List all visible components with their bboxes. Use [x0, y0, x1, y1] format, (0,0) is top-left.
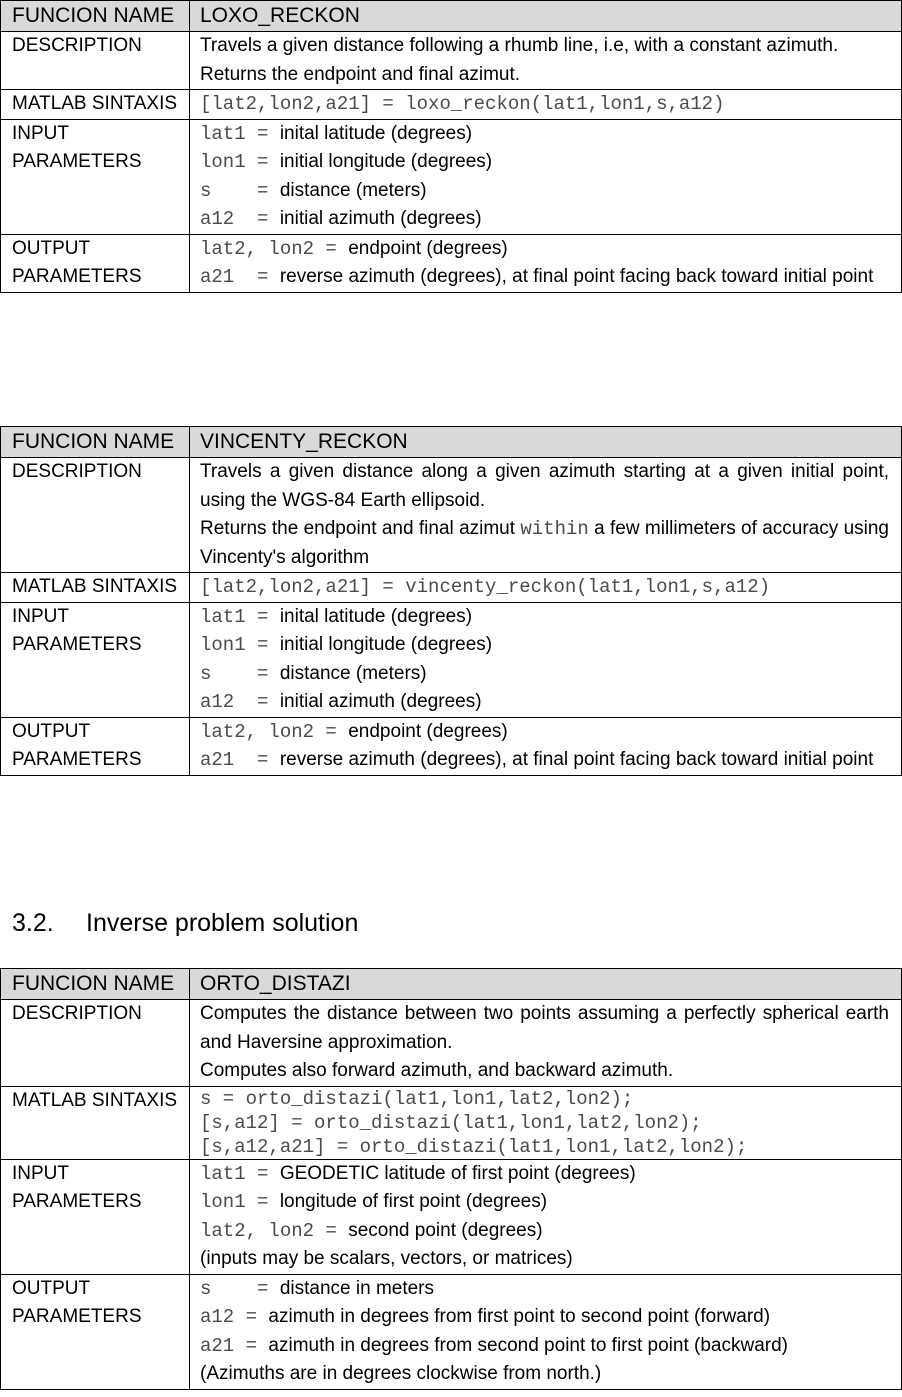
syntax-label: MATLAB SINTAXIS	[1, 90, 190, 120]
input-row	[1, 602, 902, 717]
syntax-line: s = orto_distazi(lat1,lon1,lat2,lon2);	[200, 1087, 634, 1110]
funcion-name-label: FUNCION NAME	[1, 969, 190, 1000]
description-label: DESCRIPTION	[1, 1000, 190, 1087]
syntax-line: [s,a12] = orto_distazi(lat1,lon1,lat2,lon2);	[200, 1111, 702, 1134]
description-value	[190, 1000, 902, 1087]
description-row	[1, 32, 902, 90]
input-label: INPUT PARAMETERS	[1, 602, 190, 717]
description-label: DESCRIPTION	[1, 32, 190, 90]
table-header-row	[1, 1, 902, 32]
function-table-loxo-reckon	[0, 0, 902, 293]
param-line	[200, 718, 889, 747]
output-label: OUTPUT PARAMETERS	[1, 717, 190, 775]
description-line: Returns the endpoint and final azimut.	[200, 63, 521, 85]
description-line: Travels a given distance along a given azimuth starting at a given initial point, using the WGS-84 Earth ellipsoid.	[200, 461, 889, 511]
input-note: (inputs may be scalars, vectors, or matrices)	[200, 1248, 573, 1269]
input-row	[1, 119, 902, 234]
section-title: Inverse problem solution	[86, 909, 359, 937]
param-code: lat1 =	[200, 1162, 280, 1185]
output-label: OUTPUT PARAMETERS	[1, 234, 190, 292]
input-list	[190, 119, 902, 234]
section-number: 3.2.	[12, 909, 54, 937]
param-line	[200, 631, 889, 660]
description-code: within	[520, 518, 589, 540]
param-desc: second point (degrees)	[348, 1219, 543, 1241]
param-desc: azimuth in degrees from second point to first point (backward)	[268, 1334, 788, 1356]
description-line: Computes also forward azimuth, and backward azimuth.	[200, 1060, 674, 1081]
param-line	[200, 148, 889, 177]
description-row	[1, 458, 902, 573]
param-desc: initial longitude (degrees)	[279, 151, 493, 172]
param-code: a12 =	[200, 1306, 269, 1328]
function-table-orto-distazi	[0, 968, 902, 1390]
input-row	[1, 1159, 902, 1274]
param-line	[200, 688, 889, 717]
param-line	[200, 1332, 889, 1361]
funcion-name-value: ORTO_DISTAZI	[190, 969, 902, 1000]
param-code: lon1 =	[200, 151, 280, 173]
syntax-value	[190, 90, 902, 120]
output-list	[190, 717, 902, 775]
param-code: lat2, lon2 =	[200, 237, 349, 260]
param-desc: distance (meters)	[279, 662, 427, 684]
description-line: Travels a given distance following a rhumb line, i.e, with a constant azimuth.	[200, 35, 839, 56]
input-list	[190, 1159, 902, 1274]
param-desc: longitude of first point (degrees)	[279, 1191, 548, 1212]
function-table-vincenty-reckon	[0, 426, 902, 776]
param-code: a12 =	[200, 691, 280, 713]
param-desc: inital latitude (degrees)	[279, 605, 473, 627]
description-value	[190, 458, 902, 573]
param-code: a21 =	[200, 749, 280, 771]
param-code: s =	[200, 1277, 280, 1300]
description-text: a few millimeters of accuracy using Vincenty's algorithm	[200, 518, 889, 568]
param-desc: endpoint (degrees)	[348, 720, 508, 742]
output-note: (Azimuths are in degrees clockwise from north.)	[200, 1363, 602, 1384]
description-line	[200, 515, 889, 572]
param-code: a21 =	[200, 1334, 269, 1357]
param-line	[200, 1275, 889, 1304]
funcion-name-label: FUNCION NAME	[1, 427, 190, 458]
param-code: lon1 =	[200, 1191, 280, 1213]
param-desc: reverse azimuth (degrees), at final point facing back toward initial point	[279, 266, 874, 287]
output-row	[1, 234, 902, 292]
syntax-value	[190, 573, 902, 603]
param-line	[200, 746, 889, 775]
param-code: lon1 =	[200, 634, 280, 656]
param-desc: endpoint (degrees)	[348, 237, 508, 259]
param-line	[200, 1217, 889, 1246]
param-desc: reverse azimuth (degrees), at final point facing back toward initial point	[279, 749, 874, 770]
param-desc: initial azimuth (degrees)	[279, 208, 482, 229]
param-line	[200, 1303, 889, 1332]
param-line	[200, 603, 889, 632]
param-line	[200, 660, 889, 689]
param-code: s =	[200, 179, 280, 202]
param-line	[200, 120, 889, 149]
param-line	[200, 263, 889, 292]
table-header-row	[1, 969, 902, 1000]
funcion-name-value: VINCENTY_RECKON	[190, 427, 902, 458]
param-desc: inital latitude (degrees)	[279, 122, 473, 144]
description-row	[1, 1000, 902, 1087]
syntax-row	[1, 573, 902, 603]
description-value	[190, 32, 902, 90]
param-desc: GEODETIC latitude of first point (degrees)	[279, 1162, 636, 1184]
param-desc: distance (meters)	[279, 179, 427, 201]
param-line	[200, 177, 889, 206]
param-desc: azimuth in degrees from first point to second point (forward)	[268, 1306, 771, 1327]
param-code: lat1 =	[200, 122, 280, 145]
param-desc: initial longitude (degrees)	[279, 634, 493, 655]
output-list	[190, 234, 902, 292]
input-label: INPUT PARAMETERS	[1, 119, 190, 234]
table-header-row	[1, 427, 902, 458]
param-code: a21 =	[200, 266, 280, 288]
syntax-value	[190, 1086, 902, 1159]
description-label: DESCRIPTION	[1, 458, 190, 573]
syntax-label: MATLAB SINTAXIS	[1, 573, 190, 603]
section-heading	[12, 906, 358, 940]
param-line	[200, 235, 889, 264]
param-line	[200, 1160, 889, 1189]
syntax-row	[1, 90, 902, 120]
param-line	[200, 205, 889, 234]
syntax-line: [lat2,lon2,a21] = loxo_reckon(lat1,lon1,s,a12)	[200, 93, 725, 115]
output-row	[1, 717, 902, 775]
description-text: Returns the endpoint and final azimut	[200, 518, 521, 539]
output-label: OUTPUT PARAMETERS	[1, 1274, 190, 1389]
param-code: lat2, lon2 =	[200, 720, 349, 743]
input-list	[190, 602, 902, 717]
funcion-name-value: LOXO_RECKON	[190, 1, 902, 32]
syntax-line: [s,a12,a21] = orto_distazi(lat1,lon1,lat2,lon2);	[200, 1135, 748, 1158]
output-row	[1, 1274, 902, 1389]
param-desc: distance in meters	[279, 1277, 435, 1299]
syntax-line: [lat2,lon2,a21] = vincenty_reckon(lat1,lon1,s,a12)	[200, 576, 771, 598]
funcion-name-label: FUNCION NAME	[1, 1, 190, 32]
output-list	[190, 1274, 902, 1389]
param-code: lat1 =	[200, 605, 280, 628]
syntax-label: MATLAB SINTAXIS	[1, 1086, 190, 1159]
param-desc: initial azimuth (degrees)	[279, 691, 482, 712]
description-line: Computes the distance between two points assuming a perfectly spherical earth and Haversine approximation.	[200, 1003, 889, 1053]
param-line	[200, 1188, 889, 1217]
syntax-row	[1, 1086, 902, 1159]
param-code: lat2, lon2 =	[200, 1219, 349, 1242]
param-code: a12 =	[200, 208, 280, 230]
param-code: s =	[200, 662, 280, 685]
input-label: INPUT PARAMETERS	[1, 1159, 190, 1274]
